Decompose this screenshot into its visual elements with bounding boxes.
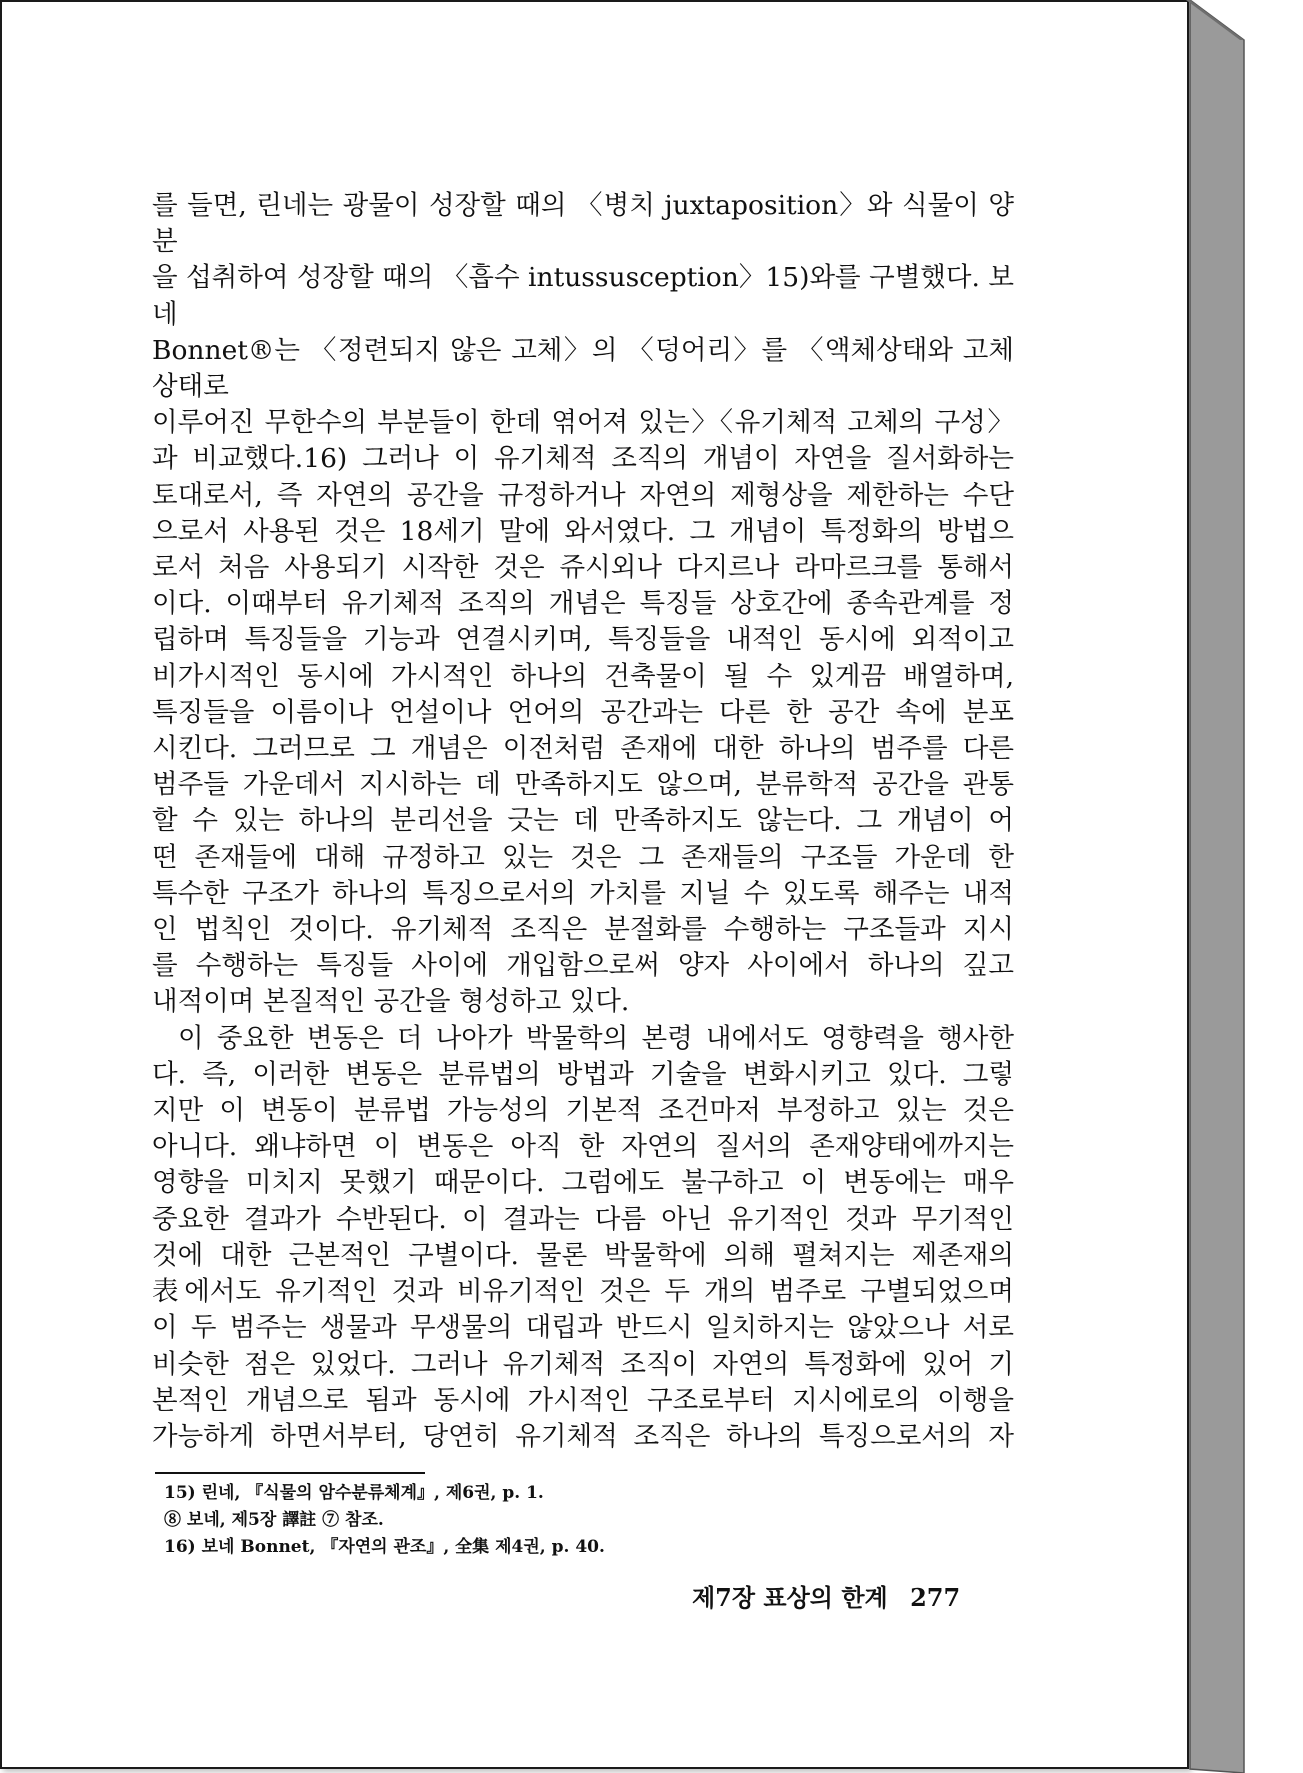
text-line: 비가시적인 동시에 가시적인 하나의 건축물이 될 수 있게끔 배열하며, [152, 660, 1014, 692]
text-line: 것에 대한 근본적인 구별이다. 물론 박물학에 의해 펼쳐지는 제존재의 [152, 1239, 1014, 1271]
text-line: 를 들면, 린네는 광물이 성장할 때의 〈병치 juxtaposition〉와 식물이 양분 [152, 190, 1014, 258]
text-line: 를 수행하는 특징들 사이에 개입함으로써 양자 사이에서 하나의 깊고 [152, 950, 1014, 982]
text-line: 아니다. 왜냐하면 이 변동은 아직 한 자연의 질서의 존재양태에까지는 [152, 1131, 1014, 1163]
paragraph-end-line: 내적이며 본질적인 공간을 형성하고 있다. [152, 986, 630, 1018]
text-line: 특수한 구조가 하나의 특징으로서의 가치를 지닐 수 있도록 해주는 내적 [152, 877, 1014, 909]
text-line: 영향을 미치지 못했기 때문이다. 그럼에도 불구하고 이 변동에는 매우 [152, 1167, 1014, 1199]
footnotes [164, 1480, 864, 1561]
text-line: 할 수 있는 하나의 분리선을 긋는 데 만족하지도 않는다. 그 개념이 어 [152, 805, 1014, 837]
paragraph-start-line: 이 중요한 변동은 더 나아가 박물학의 본령 내에서도 영향력을 행사한 [178, 1022, 1014, 1054]
text-line: 로서 처음 사용되기 시작한 것은 쥬시외나 다지르나 라마르크를 통해서 [152, 552, 1014, 584]
text-line: 이 두 범주는 생물과 무생물의 대립과 반드시 일치하지는 않았으나 서로 [152, 1312, 1014, 1344]
chapter-title: 제7장 표상의 한계 [692, 1583, 888, 1612]
body-text [152, 188, 1014, 1455]
stack-side-face [1190, 0, 1244, 1773]
text-line: 이다. 이때부터 유기체적 조직의 개념은 특징들 상호간에 종속관계를 정 [152, 588, 1014, 620]
text-line: 비슷한 점은 있었다. 그러나 유기체적 조직이 자연의 특정화에 있어 기 [152, 1348, 1014, 1380]
footnote-rule [155, 1472, 425, 1474]
text-line: 범주들 가운데서 지시하는 데 만족하지도 않으며, 분류학적 공간을 관통 [152, 769, 1014, 801]
footnote: 15) 린네, 『식물의 암수분류체계』, 제6권, p. 1. [164, 1483, 544, 1503]
page-number: 277 [910, 1583, 961, 1612]
text-line: Bonnet®는 〈정련되지 않은 고체〉의 〈덩어리〉를 〈액체상태와 고체상태로 [152, 334, 1014, 403]
text-line: 립하며 특징들을 기능과 연결시키며, 특징들을 내적인 동시에 외적이고 [152, 624, 1014, 656]
text-line: 떤 존재들에 대해 규정하고 있는 것은 그 존재들의 구조들 가운데 한 [152, 841, 1014, 873]
text-line: 이루어진 무한수의 부분들이 한데 엮어져 있는〉〈유기체적 고체의 구성〉 [152, 407, 1014, 439]
text-line: 특징들을 이름이나 언설이나 언어의 공간과는 다른 한 공간 속에 분포 [152, 696, 1014, 728]
text-line: 시킨다. 그러므로 그 개념은 이전처럼 존재에 대한 하나의 범주를 다른 [152, 733, 1014, 765]
page-footer [692, 1578, 1012, 1613]
footnote: ⑧ 보네, 제5장 譯註 ⑦ 참조. [164, 1510, 384, 1530]
text-line: 으로서 사용된 것은 18세기 말에 와서였다. 그 개념이 특정화의 방법으 [152, 515, 1014, 547]
text-line: 지만 이 변동이 분류법 가능성의 기본적 조건마저 부정하고 있는 것은 [152, 1095, 1014, 1127]
text-line: 가능하게 하면서부터, 당연히 유기체적 조직은 하나의 특징으로서의 자 [152, 1420, 1014, 1452]
text-line: 본적인 개념으로 됨과 동시에 가시적인 구조로부터 지시에로의 이행을 [152, 1384, 1014, 1416]
text-line: 인 법칙인 것이다. 유기체적 조직은 분절화를 수행하는 구조들과 지시 [152, 914, 1014, 946]
text-line: 다. 즉, 이러한 변동은 분류법의 방법과 기술을 변화시키고 있다. 그렇 [152, 1058, 1014, 1090]
text-line: 과 비교했다.16) 그러나 이 유기체적 조직의 개념이 자연을 질서화하는 [152, 443, 1014, 475]
text-line: 表에서도 유기적인 것과 비유기적인 것은 두 개의 범주로 구별되었으며 [152, 1276, 1014, 1308]
footnote: 16) 보네 Bonnet, 『자연의 관조』, 全集 제4권, p. 40. [164, 1537, 605, 1557]
text-line: 토대로서, 즉 자연의 공간을 규정하거나 자연의 제형상을 제한하는 수단 [152, 479, 1014, 511]
page-stack-edge [1186, 0, 1301, 1773]
text-line: 을 섭취하여 성장할 때의 〈흡수 intussusception〉15)와를 구별했다. 보네 [152, 262, 1014, 330]
text-line: 중요한 결과가 수반된다. 이 결과는 다름 아닌 유기적인 것과 무기적인 [152, 1203, 1014, 1235]
